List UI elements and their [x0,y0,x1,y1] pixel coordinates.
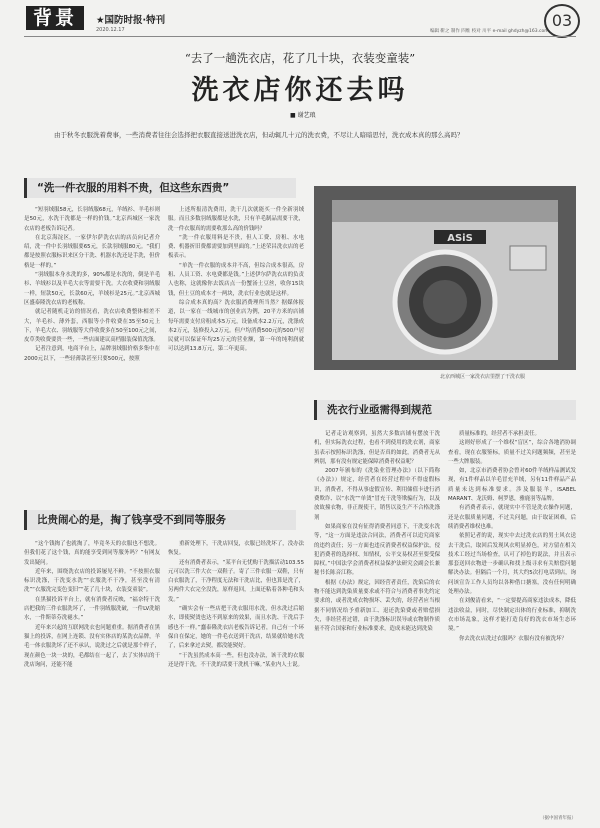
section-tag: 背景 [26,6,84,30]
column-1b [24,540,160,810]
paragraph: 你去洗衣店洗过衣服吗？衣服有没有被洗坏？ [459,635,567,642]
machine-brand-label: ASiS [447,233,473,244]
column-4 [448,430,576,810]
paragraph: 有消费者表示，就现实中不管是洗衣操作问题，还是衣服质量问题，不过关问题，由于取证困难，后续消费者维权也难。 [448,505,576,530]
paragraph: 质量标准的，经营者不承担责任。 [459,431,540,437]
paper-name: ★国防时报·特刊 [96,15,166,26]
washing-machine-illustration [314,186,576,370]
masthead-rule [24,36,576,37]
paragraph: 上述所报清洗费用，洗干几次就能买一件全新羽绒服。而且多数羽绒服都是水洗，只有羊毛制品需要干洗，洗一件衣服真的需要收那么高的价钱吗？ [168,207,304,232]
paragraph: “单洗一件衣服的成本并不高，但综合成本很高，房租、人员工资、水电费都是钱。”上述伊尔萨洗衣店的负责人也称，这就像你去饭店点一份蟹汤土豆丝，收你15块钱，但土豆的成本才一两块，洗衣行业也就是这样。 [168,262,304,297]
column-2b [168,540,304,810]
paragraph: “干洗虽然成本高一些，但也没办法，该干洗的衣服还是得干洗，不干洗的话要干洗机干嘛。”某业内人士说。 [168,652,304,668]
section-heading-1: “洗一件衣服的用料不贵，但这些东西贵” [24,178,296,198]
paragraph: 这则好形成了一个维权“盲区”，综合各地消协调查看，现在衣服鉴标，质量不过关问题频频，甚至是一些大牌服装。 [448,440,576,465]
paragraph: 如，北京市消费者协会曾对60件羊绒样品测试发现，有1件样品以羊毛冒充羊绒，另有11件样品产品质量未达到标准要求。涉及服装羊，ISABEL MARANT、龙沃姆、柯罗恩，雅鹿羽等品牌。 [448,468,576,503]
paragraph: 2007年颁布的《洗染业管理办法》（以下简称《办法》）规定，经营者在经营过程中不得虚假标识，消费者，不得从事虚假宣传、利用储值卡进行消费欺诈、以“水洗”“单烫”冒充干洗等欺骗行为，以及放故撞衣物，非正规使干，销售以及生产不合格洗涤剂 [314,468,440,521]
section-heading-3: 洗衣行业亟需得到规范 [314,400,576,420]
issue-date: 2020.12.17 [96,27,125,33]
paragraph: 近年来，围绕洗衣店的投诉屡见不鲜。“不按照衣服标识洗涤，干洗变水洗”“衣服洗不干净，甚至没有清洗”“衣服洗完变色变旧”“花了几十块，衣装变童装”。 [24,568,160,594]
paragraph: 重新处理下，干洗店回复，衣服已经洗坏了，没办法恢复。 [168,541,304,557]
paragraph: 在黑猫投诉平台上，就有消费者反映，“福奈特干洗店把我的三件衣服洗坏了，一件羽绒服洗破，一件LV洗缩水，一件斯蒂芬洗褪水。” [24,596,160,622]
paragraph: 就记者随机走访的情况看，洗衣店收费整体相差不大，羊毛衫、薄外套，西服等小件收费在35至50元上下，羊毛大衣、羽绒服等大件收费多在50至100元之间，皮草类收费要贵一些，一些店面建议高档服装保值洗涤。 [24,309,160,344]
paragraph: 综合成本真的高？洗衣服消费理所当然？据媒体报道，以一家在一线城市的创业店为例，20平方米的店铺每年需要支付房租成本5万元，设备成本2.2万元，洗涤成本2万元，装修投入2万元。但户均消费500元的500户居民就可以保证年均25万元的营业额，第一年的纯利润就可以达到13.8万元，第二年更高。 [168,299,304,353]
paragraph: “洗一件衣服用料是不贵，但人工费、房租、水电费、机器折旧费都需要加到里面的。”上述荣昌洗衣店的老板表示。 [168,234,304,260]
paragraph: 还有消费者表示，“某平台无忧购干洗描活动103.55元可以洗三件大衣一双鞋子。寄了三件衣服一双鞋，只有白衣服洗了，干净程度无法和干洗店比，但也算是洗了，另两件大衣完全没洗，原样返回，上面还粘着各种毛和头发。” [168,559,304,603]
paragraph: 近年来兴起的互联网洗衣也问题重重。据消费者在黑猫上的投诉，在网上连锁、没有实体店的某洗衣品牌，羊毛一体衣服洗坏了还不承认，说洗过之后就是那个样子，现在颜色一块一块的，毛都结在一起了，去了实体店的干洗店询问，还能不能 [24,624,160,668]
column-3 [314,430,440,810]
paragraph: 如果商家在没有征得消费者同意下，干洗变水洗等，“这一方面是违法合同法，消费者可以追究商家的违约责任；另一方面也违反消费者权益保护法，侵犯消费者的选择权、知情权，公平交易权甚至要受保障权。”中国法学会消费者权益保护法研究会副会长兼秘书长陈音江称。 [314,523,440,577]
column-2a [168,206,304,506]
byline: ■ 谢艺琅 [290,112,316,119]
paragraph: 依照记者的说，现实中去过洗衣店的男士风衣送去干洗后，取回后发现风衣明显掉色，对方留在相关技术工经过当场检查，认可了掉色的说法，并且表示那套送回衣物进一步确认和找上级寻求有关赔偿问题解决办法。但隔后一个月，其大约5次打电话到店，询问该宣告工作人员均以各种借口搪塞，没有任何明确处理办法。 [448,533,576,596]
paragraph: “短羽绒服58元，长羽绒服68元，羊绒衫、羊毛衫则是50元，水洗干洗都是一样的价钱。”北京西城区一家洗衣店的老板告诉记者。 [24,207,160,232]
editor-credits: 编辑 靳之 制作 四维 校对 川平 e-mail ghdyzh@163.com [430,29,549,34]
paragraph: 根据《办法》规定，因经营者责任，洗染后的衣物不能达到洗染质量要求或不符合与消费者事先约定要求的，或者洗成衣物损坏、丢失的，经营者应当根据不同情况给予重新加工、退还洗染费或者赔偿损失，非经营者过错，由于洗涤标识误导或衣物制作质量不符合国家和行业标准要求，造成未能达到洗染 [314,579,440,633]
column-1a [24,206,160,506]
washing-machine-photo [314,186,576,370]
paragraph: 在北京海淀区，一家伊尔萨洗衣店的店员向记者介绍，洗一件中长羽绒服要65元，长款羽绒服80元。“我们都是按照衣服标识来区分干洗、机器水洗还是手洗，但价格是一样的。” [24,234,160,269]
photo-caption: 北京西城区一家洗衣店里摆了干洗衣服 [440,374,526,380]
lead-paragraph: 由于秋冬衣服洗着费事，一些消费者往往会选择把衣服直接送进洗衣店，但动辄几十元的洗衣费，不尽让人暗暗思忖，洗衣成本真的那么高吗？ [54,131,464,139]
section-heading-2: 比贵闹心的是，掏了钱享受不到同等服务 [24,510,296,530]
article-title: 洗衣店你还去吗 [191,75,409,106]
paragraph: 在刘俊清看来，“一定要提高商家违法成本，降低违法收益，同时，尽快制定出体的行业标准，抑制洗衣市场乱象，这样才能打造良好的洗衣市场生态环境。” [448,598,576,633]
page-number: 03 [544,4,580,38]
paragraph: 记者走访观察到，虽然大多数店铺有摆放干洗机，但实际洗衣过程，也看不到使用的洗衣剂，商家虽表示按照标识洗涤，但是否真的如此，消费者无从辨别，那有没有规定能保障消费者权益呢？ [314,431,440,465]
paragraph: “确实会有一些店把干洗衣服用水洗，但水洗过后缩水，即使熨烫也达不到原来的效果，而且水洗、干洗后手感也不一样。”蠢泰隆洗衣店老板告诉记者，自己有一个环保自在保定，她的一件毛衣送到干洗店，结果就给她水洗了，后来拿过去熨，都没能熨好。 [168,606,304,650]
article-subtitle: “去了一趟洗衣店，花了几十块，衣装变童装” [184,51,416,65]
paragraph: 记者注意到，电商平台上，品牌羽绒服价格多集中在2000元以下，一些轻薄款甚至只要500元，按照 [24,346,160,362]
paragraph: “羽绒服本身水洗的多，90%都是水洗的，倒是羊毛衫、羊绒衫以及羊毛大衣等需要干洗。大衣收费和羽绒服一样，短款50元，长款60元，羊绒衫是25元。”北京西城区盛泰隆洗衣店的老板称。 [24,272,160,306]
paragraph: “这个钱掏了也就掏了，毕竟冬天的衣服也不想洗。但我们花了这个钱，真的能享受到同等服务吗？”有网友发出疑问。 [24,541,160,566]
source-credit: （据中国青年报） [540,816,576,821]
